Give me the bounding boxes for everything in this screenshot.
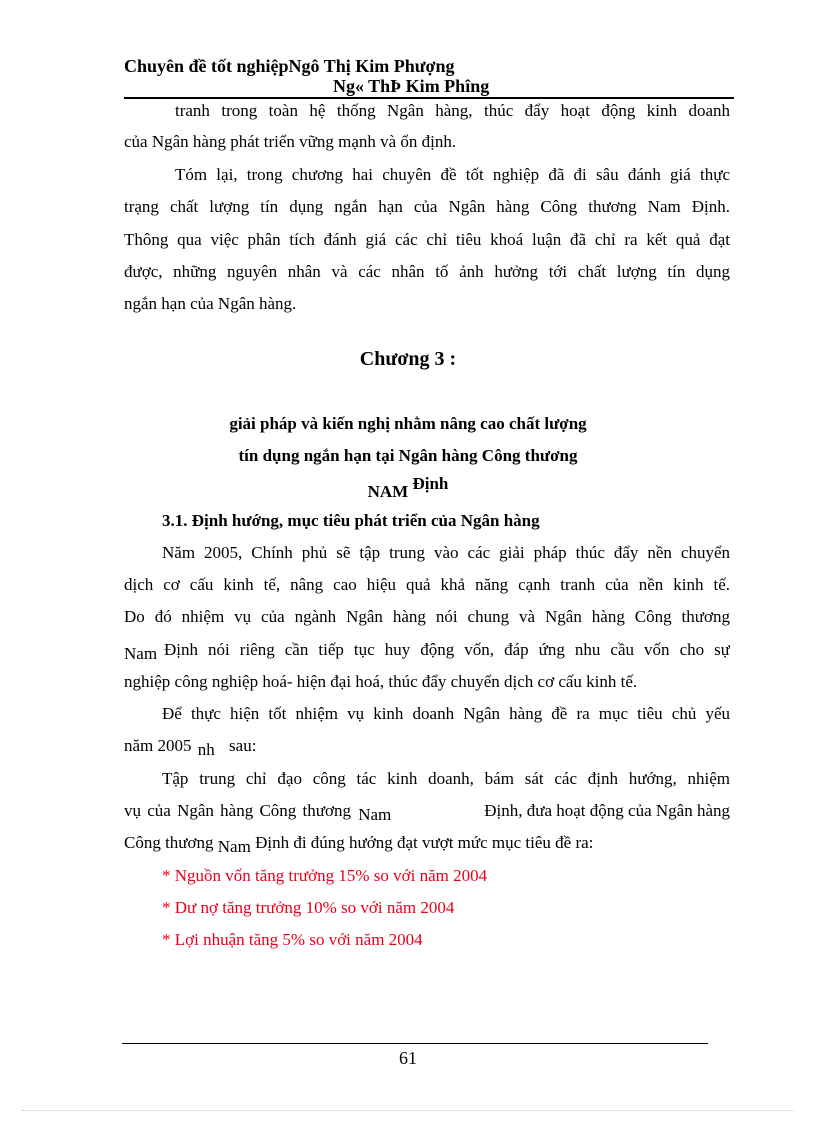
paragraph-line: tranh trong toàn hệ thống Ngân hàng, thúc đẩy hoạt động kinh doanh [175, 101, 730, 120]
nam-text: Nam [217, 837, 251, 856]
text: Công thương [124, 833, 214, 852]
nam-text: Nam [124, 644, 158, 663]
paragraph-line: trạng chất lượng tín dụng ngắn hạn của Ngân hàng Công thương Nam Định. [124, 197, 730, 216]
page-boundary [22, 1110, 794, 1111]
chapter-subtitle [0, 474, 816, 503]
subtitle-dinh: Định [412, 474, 449, 493]
header-rule [124, 97, 734, 99]
section-heading: 3.1. Định hướng, mục tiêu phát triển của Ngân hàng [162, 511, 540, 530]
paragraph-line: Tập trung chỉ đạo công tác kinh doanh, bám sát các định hướng, nhiệm [162, 769, 730, 788]
paragraph-line: Thông qua việc phân tích đánh giá các chỉ tiêu khoá luận đã chỉ ra kết quả đạt [124, 230, 730, 249]
target-item: * Nguồn vốn tăng trưởng 15% so với năm 2004 [162, 866, 488, 885]
paragraph-line [124, 735, 256, 757]
chapter-subtitle: giải pháp và kiến nghị nhằm nâng cao chất lượng [229, 414, 587, 433]
page-number: 61 [399, 1048, 417, 1068]
paragraph-line: của Ngân hàng phát triển vững mạnh và ổn định. [124, 132, 457, 151]
paragraph-line-nam [124, 639, 157, 661]
target-item: * Dư nợ tăng trưởng 10% so với năm 2004 [162, 898, 455, 917]
text: vụ của Ngân hàng Công thương [124, 801, 351, 820]
chapter-title: Chương 3 : [359, 348, 457, 370]
text: Định, đưa hoạt động của Ngân hàng [484, 801, 730, 820]
header-title: Chuyên đề tốt nghiệpNgô Thị Kim Phượng [124, 56, 455, 76]
paragraph-line: được, những nguyên nhân và các nhân tố ảnh hưởng tới chất lượng tín dụng [124, 262, 730, 281]
target-item: * Lợi nhuận tăng 5% so với năm 2004 [162, 930, 423, 949]
paragraph-line: Do đó nhiệm vụ của ngành Ngân hàng nói chung và Ngân hàng Công thương [124, 607, 730, 626]
paragraph-line: Định nói riêng cần tiếp tục huy động vốn, đáp ứng nhu cầu vốn cho sự [164, 640, 730, 659]
header-author: Ng« ThÞ Kim Phîng [333, 76, 490, 96]
paragraph-line: ngắn hạn của Ngân hàng. [124, 294, 297, 313]
text: năm 2005 [124, 736, 192, 755]
chapter-subtitle: tín dụng ngắn hạn tại Ngân hàng Công thương [238, 446, 578, 465]
paragraph-line: nghiệp công nghiệp hoá- hiện đại hoá, thúc đẩy chuyển dịch cơ cấu kinh tế. [124, 672, 638, 691]
paragraph-line: Năm 2005, Chính phủ sẽ tập trung vào các giải pháp thúc đẩy nền chuyển [162, 543, 730, 562]
paragraph-line [124, 832, 593, 854]
subtitle-nam: NAM [367, 482, 409, 501]
paragraph-line: Tóm lại, trong chương hai chuyên đề tốt nghiệp đã đi sâu đánh giá thực [175, 165, 730, 184]
paragraph-line: Để thực hiện tốt nhiệm vụ kinh doanh Ngân hàng đề ra mục tiêu chủ yếu [162, 704, 730, 723]
text: sau: [229, 736, 257, 755]
text: nh [197, 740, 215, 759]
paragraph-line [124, 800, 730, 822]
nam-text: Nam [358, 805, 392, 824]
paragraph-line: dịch cơ cấu kinh tế, nâng cao hiệu quả khả năng cạnh tranh của nền kinh tế. [124, 575, 730, 594]
text: Định đi đúng hướng đạt vượt mức mục tiêu đề ra: [255, 833, 594, 852]
footer-rule [122, 1043, 708, 1044]
